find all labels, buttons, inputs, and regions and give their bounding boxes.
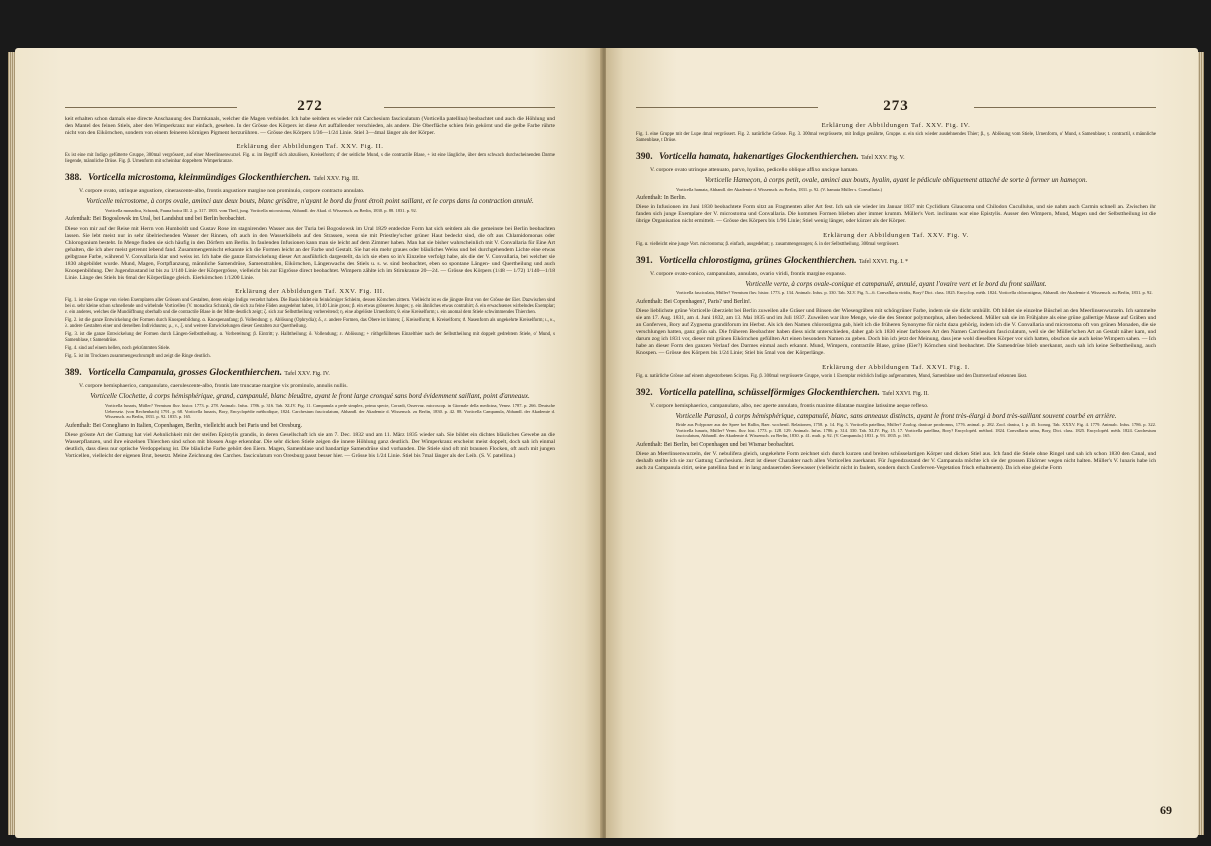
species-390-heading: 390. Vorticella hamata, hakenartiges Glockenthierchen. Tafel XXV. Fig. V. bbox=[636, 152, 905, 162]
figure-explanation-title: Erklärung der Abbildungen Taf. XXV. Fig. II. bbox=[236, 143, 384, 151]
page-number-272: 272 bbox=[65, 98, 555, 116]
right-text-column bbox=[636, 98, 1156, 474]
species-392-habitat: Aufenthalt: Bei Berlin, bei Copenhagen und bei Wismar beobachtet. bbox=[636, 441, 795, 448]
printer-signature: 69 bbox=[1160, 803, 1172, 817]
figure-list-item: Fig. 3. ist die ganze Entwickelung der Formen durch Längen-Selbsttheilung. α. Vorbereitung; β. Eintritt; γ. Halbtheilung; δ. Vollendung; ε. Ablösung; + röthgefülltenes Einzelthier nach der Selbsttheilung mit doppelt gedrehtem Stiele, o' Mund, s Samenblase, t Samendrüse. bbox=[65, 332, 555, 344]
species-388-habitat: Aufenthalt: Bei Bogoslowsk im Ural, bei Landshut und bei Berlin beobachtet. bbox=[65, 216, 246, 223]
species-392-references: Bride aus Polyposer aus der Spree bei Rallin, Baer. wochentl. Relationen, 1758. p. 14. Fig. 3. Vorticella patellina, Müller? Zoolog. danicae prodromus, 1776. animal. p. 282. Zool. danica, I. p. 45. Iconog. Tab. XXXV. Fig. 4. 1779. Animalc. Infus. 1786. p. 322. Vorticella lunaris, Müller? Verm. fluv. hist. 1773. p. 128. 129. Animalc. Infus. 1786. p. 314. 330. Tab. XLIV. Fig. 15. 17. Vorticella patellina, Bory? Encyclopéd. méthod. 1824. Convallaria urina, Bory, Dict. class. 1825. Encyclopéd. méth. 1824. Carchesium fasciculatum, Abhandl. der Akademie d. Wissensch. zu Berlin, 1830. p. 41. mult. p. 92. (V. Campanula.) 1831. p. 93. 1835. p. 165. bbox=[676, 422, 1156, 439]
species-388-references: Vorticella monadica, Schrank, Fauna boica III. 2. p. 317. 1803. vom Theil, jung. Vorticella microstoma, Abhandl. der Akad. d. Wissensch. zu Berlin, 1830. p. 88. 1831. p. 92. bbox=[105, 207, 417, 213]
figure-list-item: Fig. 5. ist im Trocknen zusammengeschrumpft und zeigt die Ringe deutlich. bbox=[65, 354, 211, 360]
species-392-french-diagnosis: Vorticelle Parasol, à corps hémisphérique, campanulé, blanc, sans anneaux distincts, ayant le front très-élargi à bord très-saillant souvent courbé en arrière. bbox=[675, 411, 1117, 420]
figure-explanation-text: Fig. 1. eine Gruppe mit der Lupe 4mal vergrössert. Fig. 2. natürliche Grösse. Fig. 3. 300mal vergrösserte, mit Indigo genährte, Gruppe. α. ein sich wieder ausdehnendes Thier; β., γ. Ablösung vom Stiele, Urnenform, o' Mund, s Samenblase; t. contractil, s männliche Samenblase, t Drüse. bbox=[636, 132, 1156, 143]
figure-explanation-title: Erklärung der Abbildungen Taf. XXVI. Fig. I. bbox=[822, 363, 970, 371]
species-391-latin-diagnosis: V. corpore ovato-conico, campanulato, annulato, ovario viridi, frontis margine expanso. bbox=[650, 270, 846, 277]
intro-paragraph: keit erhalten schon damals eine directe Anschauung des Darmkanals, welcher die Magen verbindet. Ich habe seitdem es wieder mit Carchesium fasciculatum (Vorticella patellina) beobachtet und auch die Höhlung und den Mantel des feinen Stiels, aber den Wimperkranz nur einfach, gesehen. In der Grösse des Körpers ist diese Art auffallender verschieden, als andere. Die Oberfläche schien fein gekörnt und die gelbe Farbe rührte nicht von den Eikörnchen, sondern von einem feineren körnigen Pigment herzurühren. — Grösse des Körpers 1/36—1/24 Linie. Stiel 3—4mal länger als der Körper. bbox=[65, 116, 555, 137]
figure-explanation-text: Fig. 1. ist eine Gruppe von vielen Exemplaren aller Grössen und Gestalten, deren einige Indigo verzehrt haben. Die Basis bildet ein feinkörniger Schleim, dessen Körnchen zittern. Vielleicht ist es die jüngste Brut von der Grösse der Eier. Dazwischen sind bei α. sehr kleine schon schnellende und wirbelnde Vorticellen (V. monadica Schrank), die sich zu feine Fäden ausgedehnt haben, 1/140 Linie gross; β. ein etwas grösseres Junges; γ. ein ähnliches etwas contrahirt; δ. ein erwachsenes wirbelndes Exemplar; ε. ein anderes, welches die Mundöffnung oberhalb und die contractile Blase in der Mitte deutlich zeigt; ζ. sich zur Selbsttheilung vorbereitend; η. eine abgelöste Urnenform; θ. eine Kreiselform; ι. ein anomal dem Stiele schwimmendes Thierchen. bbox=[65, 298, 555, 316]
species-390-references: Vorticella hamata, Abhandl. der Akademie d. Wissensch. zu Berlin, 1831. p. 92. (V. hamata Müller s. Convallaria.) bbox=[676, 186, 883, 192]
figure-list-item: Fig. 2. ist die ganze Entwickelung der Formen durch Knospenbildung. α. Knospenanfang; β. Vollendung; γ. Ablösung (Ophrydia); δ., ε. andere Formen, das Obere ist hinten; ζ. Kreiselform; θ. Kreiselform; ϑ. Nasenform als ungekehrte Kreiselform; ι., κ., λ. andere Gestalten einer und derselben Individuums; μ., ν., ξ. und weitere Entwickelungen dieser Gestalten zur Quertheilung. bbox=[65, 318, 555, 330]
figure-explanation-text: Fig. α. vielleicht eine junge Vort. microstoma; β. einfach, ausgedehnt; γ. zusammengezogen; δ. in der Selbsttheilung. 300mal vergrössert. bbox=[636, 241, 900, 247]
figure-explanation-text: Fig. α. natürliche Grösse auf einem abgestorbenen Scirpus. Fig. β. 300mal vergrösserte Gruppe, worin 1 Exemplar reichlich Indigo aufgenommen, Mund, Samenblase und den Darmverlauf erkennen lässt. bbox=[636, 373, 1028, 379]
species-392-latin-diagnosis: V. corpore hemisphaerico, campanulato, albo, nec aperte annulato, frontis maxime dilatatae margine latissime aeque reflexo. bbox=[650, 402, 929, 409]
species-391-habitat: Aufenthalt: Bei Copenhagen?, Paris? und Berlin!. bbox=[636, 298, 752, 305]
species-389-description: Diese grösste Art der Gattung hat viel Aehnlichkeit mit der steifen Epistylis grandis, in deren Gesellschaft ich sie am 7. Dec. 1832 und am 11. März 1835 wieder sah. Sie bildet ein dichtes bläuliches Gewebe an die Wasserpflanzen, und ihre einzelnen Thierchen sind schon mit blossen Auge erkennbar. Die sehr dicken Stiele zeigen die innere Höhlung ganz deutlich. Der Wimperkranz erscheint meist doppelt, doch sah ich einmal deutlich, dass diess nur optische Verdoppelung ist. Die bläuliche Farbe gehört den Eiern. Magen, Samenblase und bandartige Samendrüse sind vorhanden. Die Stiele sind oft mit braunen Flocken, oft auch mit jungen Vorticellen, vielleicht der eigenen Brut, besetzt. Meine Zeichnung des Carches. fasciculatum von Oresburg passt besser hier. — Grösse bis 1/24 Linie. Stiel bis 7mal länger als der Leib. (S. V. patellina.) bbox=[65, 431, 555, 460]
species-388-description: Diese von mir auf der Reise mit Herrn von Humboldt und Gustav Rose im stagnirenden Wasser aus der Turia bei Bogoslowsk im Ural 1829 entdeckte Form hat sich seitdem als die gemeinste bei Berlin beobachten lassen. Sie lebt meist nur in sehr übelriechenden Wasser der Rinnen, oft auch in den Wasserkübeln auf den Strassen, wenn sie mit Priestley'scher grüner Haut bedeckt sind, die oft aus Chlamidomonas oder Chlorogonium besteht. In Menge finden sie sich häufig in den Dörfern um Berlin. In faulenden Infusionen kann man sie leicht auf dem Zimmer haben. Man hat sie bisher wahrscheinlich mit V. Convallaria für Eine Art gehalten, die ich aber meist getrennt lebend fand. Zusammengemischt erkannte ich die Formen leicht an der Farbe und Gestalt. Sie hat ein mehr graues oder bläuliches Weiss und bei durchgehendem Lichte eine etwas gelbgraue Farbe, während V. Convallaria klar und weiss ist. Ich habe die ganze Entwickelung dieser Art ausführlich dargestellt, da ich sie eben so in's Einzelne verfolgt habe, als die der V. Convallaria, bei welcher sie 1830 abgebildet wurde. Mund, Magen, Fortpflanzung, männliche Samendrüse, Samenstrahlen, Eikörnchen, Längenwachs des Stiels u. s. w. sind beobachtet, eben so spontane Längen- und Quertheilung und auch Knospenbildung. Der Jugendzustand ist bis zu 1/140 Linie der Körpergrösse, vielleicht bis zur Eigrösse direct beobachtet. Wimpern zählte ich im Stirnkranze 20—24. — Grösse des Körpers (1/48 — 1/72) 1/140—1/18 Linie. Länge des Stiels bis 6mal der Körperlänge gleich. Eierkörnchen 1/1200 Linie. bbox=[65, 225, 555, 282]
species-389-heading: 389. Vorticella Campanula, grosses Glockenthierchen. Tafel XXV. Fig. IV. bbox=[65, 368, 330, 379]
figure-explanation-text: Es ist eine mit Indigo gefütterte Gruppe, 300mal vergrössert, auf einer Meerlinsenwurzel. Fig. α. im Begriff sich abzulösen, Kreiselform; d' der seitliche Mund, s die contractile Blase, + ist eine längliche, über dem schwach durchscheinenden Darme liegende, männliche Drüse. Fig. β. Urnenform mit scheinbar doppeltem Wimperkranze. bbox=[65, 153, 555, 165]
species-388-heading: 388. Vorticella microstoma, kleinmündiges Glockenthierchen. Tafel XXV. Fig. III. bbox=[65, 173, 360, 184]
species-389-habitat: Aufenthalt: Bei Conegliano in Italien, Copenhagen, Berlin, vielleicht auch bei Paris und bei Oresburg. bbox=[65, 422, 303, 429]
species-390-description: Diese in Infusionen im Juni 1830 beobachtete Form sitzt an Fragmenten aller Art fest. Ich sah sie wieder im Januar 1837 mit Cyclidium Glaucoma und Chilodon Cucullulus, und sie nahm auch Carmin schnell an. Zwischen ihr fanden sich junge Exemplare der V. microstoma und Convallaria. Die kommen Formen blieben aber immer krumm. Müller's Vort. inclinans war eine Epistylis. Ausser den Wimpern, Mund, Magen und der Selbsttheilung ist die übrige Organisation nicht ermittelt. — Grösse des Körpers bis 1/96 Linie; Stiel wenig länger, oder kürzer als der Körper. bbox=[636, 204, 1156, 225]
species-389-latin-diagnosis: V. corpore hemisphaerico, campanulato, caerulescente-albo, frontis late truncatae margine vix prominulo, annulis nullis. bbox=[79, 383, 348, 390]
page-number-273: 273 bbox=[636, 98, 1156, 116]
species-389-french-diagnosis: Vorticelle Clochette, à corps hémisphérique, grand, campanulé, blanc bleuâtre, ayant le front large cronqué sans bord évidemment saillant, point d'anneaux. bbox=[90, 392, 530, 401]
left-page bbox=[15, 48, 602, 838]
species-391-references: Vorticella fasciculata, Müller? Vermium fluv. histor. 1773. p. 134. Animalc. Infus. p. 330. Tab. XLV. Fig. 5—6. Convallaria viridis, Bory? Dict. class. 1825. Encyclop. méth. 1824. Vorticella chlorostigma, Abhandl. der Akademie d. Wissensch. zu Berlin, 1831. p. 92. bbox=[676, 290, 1153, 296]
species-390-latin-diagnosis: V. corpore ovato utrinque attenuato, parvo, hyalino, pedicello oblique affixo uncique hamato. bbox=[650, 167, 859, 173]
species-390-french-diagnosis: Vorticelle Hameçon, à corps petit, ovale, aminci aux bouts, hyalin, ayant le pédicule obliquement attaché de sorte à former un hameçon. bbox=[704, 176, 1088, 185]
species-391-heading: 391. Vorticella chlorostigma, grünes Glockenthierchen. Tafel XXVI. Fig. I. * bbox=[636, 255, 909, 266]
figure-explanation-title: Erklärung der Abbildungen Taf. XXV. Fig. IV. bbox=[821, 122, 971, 129]
right-page bbox=[606, 48, 1198, 838]
figure-list-item: Fig. 4. sind auf einem hellen, noch gekrümmten Stiele. bbox=[65, 346, 171, 352]
species-388-french-diagnosis: Vorticelle microstome, à corps ovale, aminci aux deux bouts, blanc grisâtre, n'ayant le bord du front étroit point saillant, et le corps dans la contraction annulé. bbox=[86, 197, 534, 206]
left-text-column bbox=[65, 98, 555, 462]
figure-explanation-title: Erklärung der Abbildungen Taf. XXV. Fig. III. bbox=[235, 288, 385, 296]
species-388-latin-diagnosis: V. corpore ovato, utrinque angustiore, cinerascente-albo, frontis angustiore margine non prominulo, corpore contracto annulato. bbox=[79, 188, 365, 195]
species-391-french-diagnosis: Vorticelle verte, à corps ovale-conique et campanulé, annulé, ayant l'ovaire vert et le bord du front saillant. bbox=[745, 279, 1047, 288]
species-392-heading: 392. Vorticella patellina, schüsselförmiges Glockenthierchen. Tafel XXVI. Fig. II. bbox=[636, 387, 929, 398]
figure-explanation-title: Erklärung der Abbildungen Taf. XXV. Fig. V. bbox=[823, 231, 969, 239]
species-390-habitat: Aufenthalt: In Berlin. bbox=[636, 195, 687, 202]
species-391-description: Diese lieblichste grüne Vorticelle überzieht bei Berlin zuweilen alle Gräser und Binsen der Wiesengräben mit schöngrüner Farbe, indem sie sie dicht umhüllt. Oft bildet sie einzelne Büschel an den Meerlinsenwurzeln. Ich sammelte sie am 17. Aug. 1831, am 4. Juni 1832, am 13. Mai 1835 und im Juli 1837. Zuweilen war ihre Menge, wie die des Stentor polymorphus, allen bedeckend. Müller sah sie im Frühjahre als eine grüne gallertige Masse auf Gräben und an Conferven, Bory auf Zygnema grandiforum im Herbst. Als ich den Namen chlorostigma gab, hielt ich die früheren Synonyme für nicht dazu gehörig, indem ich die V. Convallaria und microstoma oft von grünen Monaden, die sie verschlungen hatten, ganz grün sah. Die früheren Beobachter haben diess nicht unterschieden, daher gab ich 1830 einer farblosen Art den Namen Carchesium fasciculatum, weil sie der Müller'schen Art an Gestalt näher kam, und darum zog ich 1831 vor, dieser mit grünen Eikörnchen gefüllten Art einen besondern Namen zu geben. Doch bin ich jetzt der Meinung, dass jene wohl dieselben Körper vor sich hatten, obschon sie auch keine Wimpern sahen. — Ich habe an dieser Form den ganzen Verlauf des Darmes einmal auch erkannt. Mund, Wimpern, contractile Blase, grüne (Eier?) Körnchen sind beobachtet. Die Samendrüse blieb unerkannt, auch sah ich keine Selbsttheilung, auch Knospen. — Grösse des Körpers bis 1/24 Linie; Stiel bis 5mal von der Körperlänge. bbox=[636, 307, 1156, 357]
species-392-description: Diese an Meerlinsenwurzeln, der V. nebulifera gleich, ungekehrte Form zeichnet sich durch kurzen und breiten schüsselartigen Körper und dicken Stiel aus. Ich fand die Stiele ohne Ringel und sah ich schon 1830 den Canal, und deshalb stellte ich sie zur Gattung Carchesium. Jetzt ist dieser Charakter nach allen Vorticellen zuerkannt. Für Jugendzustand der V. Campanula möchte ich sie der grossen Eikörner wegen nicht halten. Müller's V. lunaris habe ich auch zu Campanula citirt, seine patellina fand er in lang andauernden Seewasser (vielleicht nicht in faulem, sondern durch Conferven-Vegetation frisch erhaltenem). Da ich eine gleiche Form bbox=[636, 450, 1156, 472]
species-389-references: Vorticella lunaris, Müller? Vermium fluv. histor. 1773. p. 278. Animalc. Infus. 1786. p. 316. Tab. XLIV. Fig. 11. Campanula a pede simplex, prima specie, Corradi, Osservaz. microscop. in Giornale della medicina, Venez. 1787. p. 266. Deutsche Uebersetz. (von Rechenbach) 1791. p. 68. Vorticella lunaris, Bory, Encyclopédie méthodique, 1824. Carchesium fasciculatum, Abhandl. der Akademie d. Wissensch. zu Berlin, 1830. p. 42. 88. Vorticella Campanula, Abhandl. der Akademie d. Wissensch. zu Berlin, 1831. p. 92. 1835. p. 165. bbox=[105, 402, 555, 420]
